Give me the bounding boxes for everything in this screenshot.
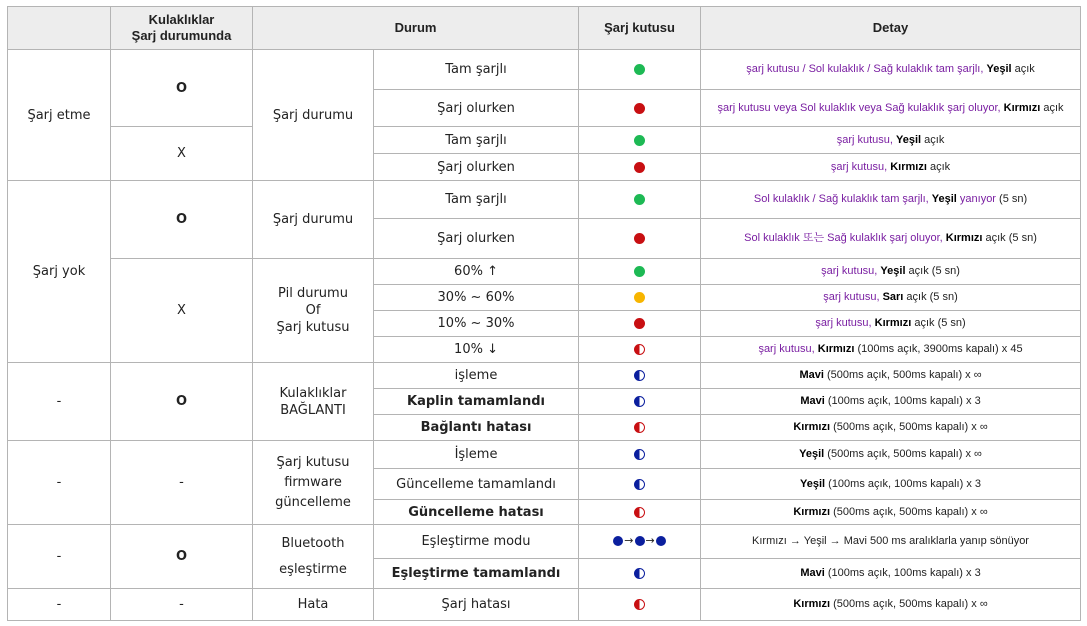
blue-half-blink-icon xyxy=(634,479,645,490)
state-label: Kaplin tamamlandı xyxy=(374,389,579,415)
yellow-dot-icon xyxy=(634,292,645,303)
detail-cell: Sol kulaklık 또는 Sağ kulaklık şarj oluyor, Kırmızı açık (5 sn) xyxy=(701,219,1081,259)
category-charging: Şarj etme xyxy=(8,50,111,181)
arrow-right-icon: → xyxy=(645,534,655,548)
state-label: 10% ~ 30% xyxy=(374,311,579,337)
table-row xyxy=(8,259,1081,285)
header-earbuds-line1: Kulaklıklar xyxy=(148,12,215,27)
earbuds-in-case-x: X xyxy=(111,127,253,181)
earbuds-in-case-dash: - xyxy=(111,589,253,621)
earbuds-in-case-o: O xyxy=(111,363,253,441)
detail-cell: şarj kutusu, Kırmızı açık (5 sn) xyxy=(701,311,1081,337)
header-category xyxy=(8,7,111,50)
earbuds-in-case-dash: - xyxy=(111,441,253,525)
earbuds-in-case-o: O xyxy=(111,181,253,259)
state-label: Güncelleme tamamlandı xyxy=(374,469,579,500)
state-label: Tam şarjlı xyxy=(374,127,579,154)
state-label: 30% ~ 60% xyxy=(374,285,579,311)
state-label: Tam şarjlı xyxy=(374,181,579,219)
detail-cell: Kırmızı → Yeşil → Mavi 500 ms aralıklarla yanıp sönüyor xyxy=(701,525,1081,559)
red-dot-icon xyxy=(634,162,645,173)
group-bluetooth-pairing: Bluetooth eşleştirme xyxy=(253,525,374,589)
state-label: işleme xyxy=(374,363,579,389)
header-earbuds-line2: Şarj durumunda xyxy=(131,28,232,43)
red-half-blink-icon xyxy=(634,507,645,518)
blue-dot-icon xyxy=(613,536,623,546)
state-label: 60% ↑ xyxy=(374,259,579,285)
blue-half-blink-icon xyxy=(634,370,645,381)
green-dot-icon xyxy=(634,266,645,277)
group-error: Hata xyxy=(253,589,374,621)
table-row xyxy=(8,363,1081,389)
header-row xyxy=(8,7,1081,50)
state-label: Tam şarjlı xyxy=(374,50,579,90)
detail-cell: Mavi (100ms açık, 100ms kapalı) x 3 xyxy=(701,389,1081,415)
state-label: Eşleştirme modu xyxy=(374,525,579,559)
state-label: İşleme xyxy=(374,441,579,469)
table-row xyxy=(8,525,1081,559)
detail-cell: şarj kutusu / Sol kulaklık / Sağ kulaklık tam şarjlı, Yeşil açık xyxy=(701,50,1081,90)
detail-cell: Mavi (100ms açık, 100ms kapalı) x 3 xyxy=(701,559,1081,589)
table-row xyxy=(8,50,1081,90)
detail-cell: Kırmızı (500ms açık, 500ms kapalı) x ∞ xyxy=(701,500,1081,525)
detail-cell: şarj kutusu veya Sol kulaklık veya Sağ kulaklık şarj oluyor, Kırmızı açık xyxy=(701,90,1081,127)
red-dot-icon xyxy=(634,103,645,114)
earbuds-in-case-x: X xyxy=(111,259,253,363)
green-dot-icon xyxy=(634,135,645,146)
table-row xyxy=(8,441,1081,469)
category-no-charge: Şarj yok xyxy=(8,181,111,363)
state-label: Güncelleme hatası xyxy=(374,500,579,525)
blue-dot-icon xyxy=(656,536,666,546)
earbuds-in-case-o: O xyxy=(111,525,253,589)
detail-cell: Kırmızı (500ms açık, 500ms kapalı) x ∞ xyxy=(701,415,1081,441)
state-label: Şarj olurken xyxy=(374,219,579,259)
red-half-blink-icon xyxy=(634,599,645,610)
red-half-blink-icon xyxy=(634,344,645,355)
state-label: 10% ↓ xyxy=(374,337,579,363)
green-dot-icon xyxy=(634,64,645,75)
detail-cell: şarj kutusu, Sarı açık (5 sn) xyxy=(701,285,1081,311)
red-dot-icon xyxy=(634,318,645,329)
group-charge-status: Şarj durumu xyxy=(253,181,374,259)
detail-cell: Kırmızı (500ms açık, 500ms kapalı) x ∞ xyxy=(701,589,1081,621)
category-dash: - xyxy=(8,589,111,621)
detail-cell: Mavi (500ms açık, 500ms kapalı) x ∞ xyxy=(701,363,1081,389)
state-label: Şarj olurken xyxy=(374,154,579,181)
red-half-blink-icon xyxy=(634,422,645,433)
blue-dot-icon xyxy=(635,536,645,546)
group-battery-status: Pil durumu Of Şarj kutusu xyxy=(253,259,374,363)
green-dot-icon xyxy=(634,194,645,205)
state-label: Bağlantı hatası xyxy=(374,415,579,441)
detail-cell: şarj kutusu, Kırmızı (100ms açık, 3900ms kapalı) x 45 xyxy=(701,337,1081,363)
blue-half-blink-icon xyxy=(634,568,645,579)
group-charge-status: Şarj durumu xyxy=(253,50,374,181)
category-dash: - xyxy=(8,525,111,589)
earbuds-in-case-o: O xyxy=(111,50,253,127)
led-status-table xyxy=(7,6,1081,621)
arrow-right-icon: → xyxy=(624,534,634,548)
group-connection: Kulaklıklar BAĞLANTI xyxy=(253,363,374,441)
header-status: Durum xyxy=(253,7,579,50)
table-row xyxy=(8,181,1081,219)
table-row xyxy=(8,589,1081,621)
category-dash: - xyxy=(8,441,111,525)
detail-cell: şarj kutusu, Kırmızı açık xyxy=(701,154,1081,181)
header-detail: Detay xyxy=(701,7,1081,50)
category-dash: - xyxy=(8,363,111,441)
group-firmware-update: Şarj kutusu firmware güncelleme xyxy=(253,441,374,525)
blue-half-blink-icon xyxy=(634,396,645,407)
blue-red-green-sequence-icon xyxy=(613,532,665,549)
detail-cell: şarj kutusu, Yeşil açık xyxy=(701,127,1081,154)
red-dot-icon xyxy=(634,233,645,244)
detail-cell: Yeşil (100ms açık, 100ms kapalı) x 3 xyxy=(701,469,1081,500)
state-label: Eşleştirme tamamlandı xyxy=(374,559,579,589)
state-label: Şarj hatası xyxy=(374,589,579,621)
header-charging-case: Şarj kutusu xyxy=(579,7,701,50)
blue-half-blink-icon xyxy=(634,449,645,460)
table-row xyxy=(8,127,1081,154)
detail-cell: Sol kulaklık / Sağ kulaklık tam şarjlı, Yeşil yanıyor (5 sn) xyxy=(701,181,1081,219)
detail-cell: Yeşil (500ms açık, 500ms kapalı) x ∞ xyxy=(701,441,1081,469)
detail-cell: şarj kutusu, Yeşil açık (5 sn) xyxy=(701,259,1081,285)
header-earbuds-charging xyxy=(111,7,253,50)
state-label: Şarj olurken xyxy=(374,90,579,127)
